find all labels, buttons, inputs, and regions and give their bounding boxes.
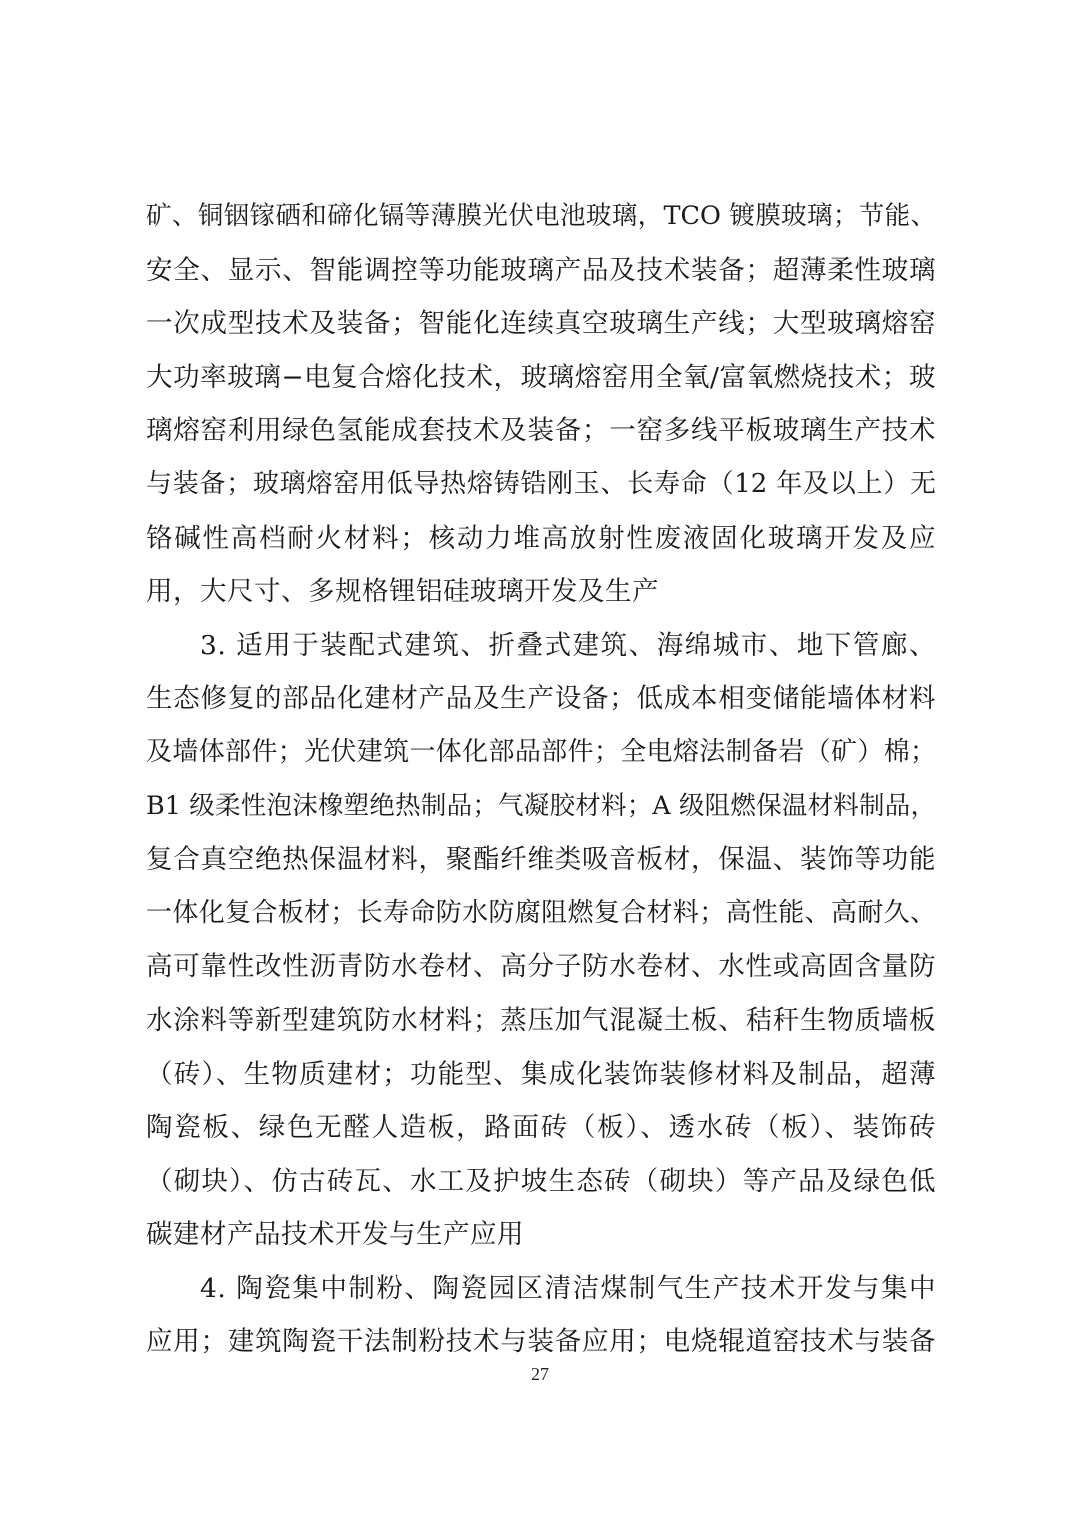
text-line: 一次成型技术及装备；智能化连续真空玻璃生产线；大型玻璃熔窑 [146,308,936,340]
page-number: 27 [531,1364,549,1384]
text-line: B1 级柔性泡沫橡塑绝热制品；气凝胶材料；A 级阻燃保温材料制品， [146,790,936,821]
text-line: 用，大尺寸、多规格锂铝硅玻璃开发及生产 [146,576,659,608]
text-line: 及墙体部件；光伏建筑一体化部品部件；全电熔法制备岩（矿）棉； [146,736,936,767]
text-line: 安全、显示、智能调控等功能玻璃产品及技术装备；超薄柔性玻璃 [146,254,936,286]
text-line: （砌块）、仿古砖瓦、水工及护坡生态砖（砌块）等产品及绿色低 [146,1165,936,1197]
text-line: 一体化复合板材；长寿命防水防腐阻燃复合材料；高性能、高耐久、 [146,897,936,928]
text-line: （砖）、生物质建材；功能型、集成化装饰装修材料及制品，超薄 [146,1058,936,1090]
text-line: 与装备；玻璃熔窑用低导热熔铸锆刚玉、长寿命（12 年及以上）无 [146,468,936,499]
text-line: 铬碱性高档耐火材料；核动力堆高放射性废液固化玻璃开发及应 [146,522,936,554]
text-line: 璃熔窑利用绿色氢能成套技术及装备；一窑多线平板玻璃生产技术 [146,415,936,447]
text-line: 高可靠性改性沥青防水卷材、高分子防水卷材、水性或高固含量防 [146,951,936,983]
text-line: 复合真空绝热保温材料，聚酯纤维类吸音板材，保温、装饰等功能 [146,844,936,876]
list-item-4 [146,1262,936,1369]
text-line: 陶瓷板、绿色无醛人造板，路面砖（板）、透水砖（板）、装饰砖 [146,1112,936,1144]
text-line: 4. 陶瓷集中制粉、陶瓷园区清洁煤制气生产技术开发与集中 [200,1272,936,1304]
text-line: 应用；建筑陶瓷干法制粉技术与装备应用；电烧辊道窑技术与装备 [146,1326,936,1358]
text-line: 矿、铜铟镓硒和碲化镉等薄膜光伏电池玻璃，TCO 镀膜玻璃；节能、 [146,201,936,231]
list-item-3 [146,619,936,1262]
text-line: 生态修复的部品化建材产品及生产设备；低成本相变储能墙体材料 [146,683,936,715]
text-line: 水涂料等新型建筑防水材料；蒸压加气混凝土板、秸秆生物质墙板 [146,1004,936,1036]
body-text [146,190,936,1369]
paragraph-continuation [146,190,936,619]
text-line: 3. 适用于装配式建筑、折叠式建筑、海绵城市、地下管廊、 [200,629,936,661]
text-line: 碳建材产品技术开发与生产应用 [146,1219,524,1251]
text-line: 大功率玻璃−电复合熔化技术，玻璃熔窑用全氧/富氧燃烧技术；玻 [146,361,936,393]
